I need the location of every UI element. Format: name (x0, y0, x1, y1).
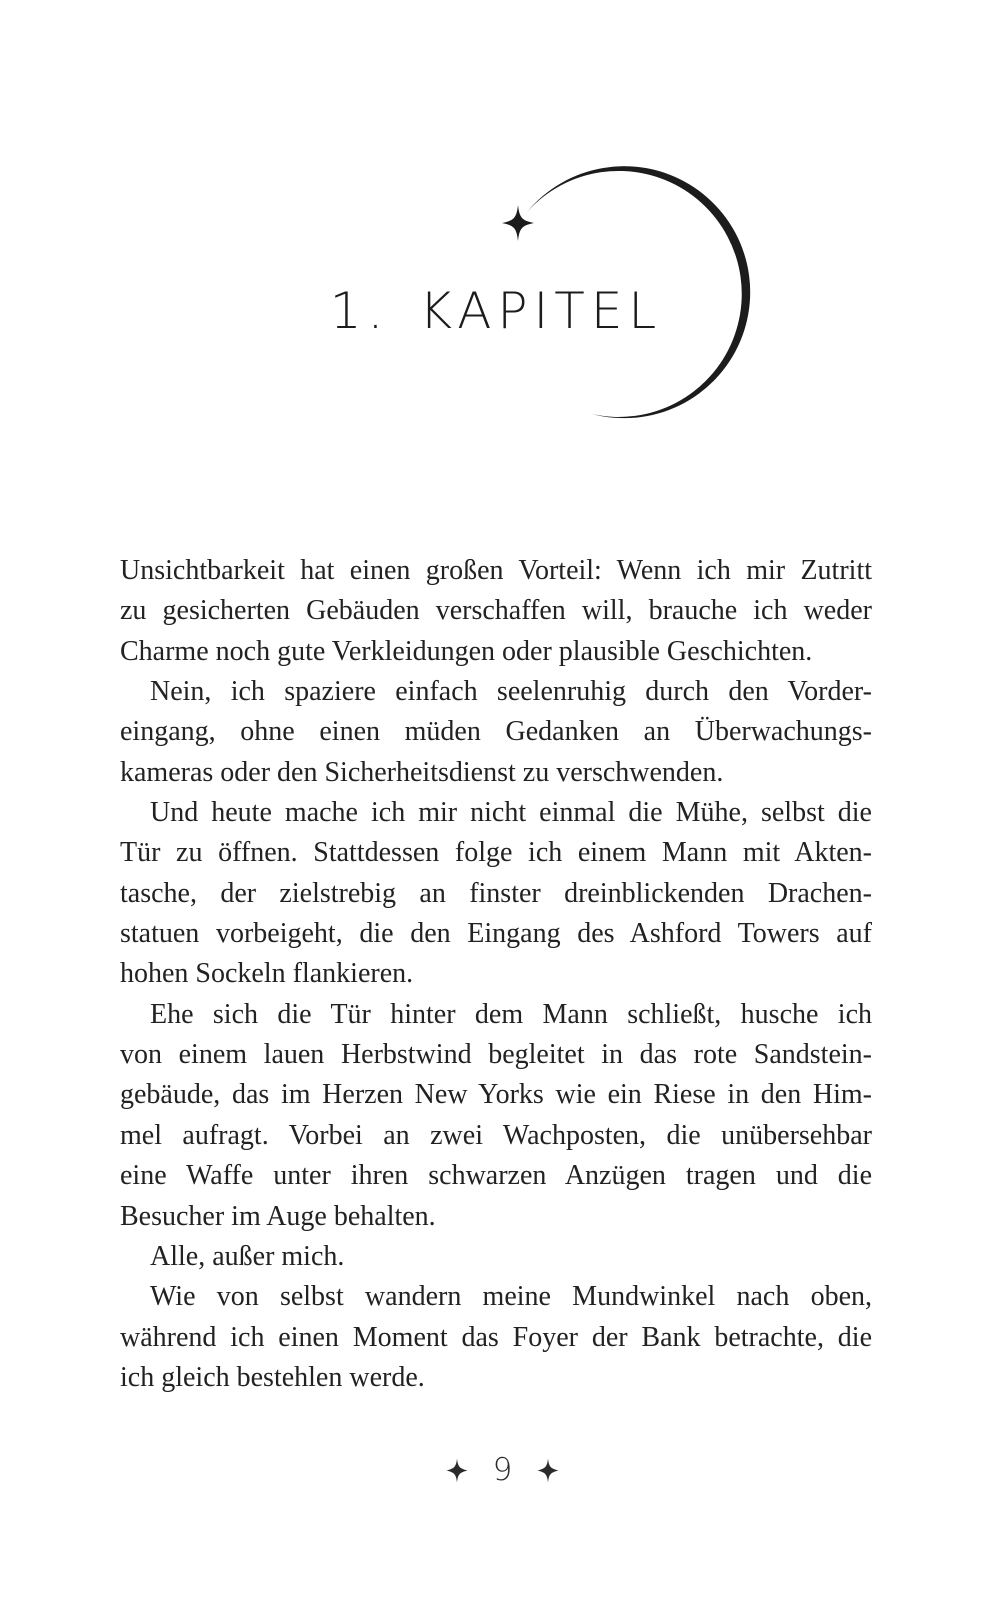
paragraph (120, 995, 872, 1237)
sparkle-icon (502, 205, 534, 241)
text-line: Ehe sich die Tür hinter dem Mann schließt, husche ich (150, 998, 872, 1030)
text-line: Tür zu öffnen. Stattdessen folge ich einem Mann mit Akten- (120, 837, 872, 869)
text-line: gebäude, das im Herzen New Yorks wie ein Riese in den Him- (120, 1079, 872, 1111)
paragraph (120, 1277, 872, 1398)
sparkle-icon (445, 1457, 469, 1484)
page-number: 9 (492, 1451, 513, 1488)
page-footer (0, 1448, 1005, 1492)
paragraph (120, 1237, 872, 1277)
paragraph (120, 551, 872, 672)
text-line: von einem lauen Herbstwind begleitet in das rote Sandstein- (120, 1039, 872, 1071)
text-line: Nein, ich spaziere einfach seelenruhig durch den Vorder- (150, 676, 872, 708)
text-line: statuen vorbeigeht, die den Eingang des Ashford Towers auf (120, 918, 872, 950)
text-line: kameras oder den Sicherheitsdienst zu verschwenden. (120, 756, 724, 788)
chapter-title: 1. KAPITEL (329, 282, 663, 340)
text-line: Und heute mache ich mir nicht einmal die Mühe, selbst die (150, 797, 872, 829)
text-line: hohen Sockeln flankieren. (120, 958, 414, 990)
text-line: während ich einen Moment das Foyer der Bank betrachte, die (120, 1321, 872, 1353)
paragraph (120, 793, 872, 995)
text-line: Besucher im Auge behalten. (120, 1200, 436, 1232)
text-line: mel aufragt. Vorbei an zwei Wachposten, die unübersehbar (120, 1119, 872, 1151)
sparkle-icon (536, 1457, 560, 1484)
text-line: zu gesicherten Gebäuden verschaffen will, brauche ich weder (120, 595, 872, 627)
text-line: Unsichtbarkeit hat einen großen Vorteil: Wenn ich mir Zutritt (120, 555, 872, 586)
text-line: ich gleich bestehlen werde. (120, 1361, 425, 1393)
text-line: Alle, außer mich. (150, 1240, 345, 1272)
text-line: Wie von selbst wandern meine Mundwinkel nach oben, (150, 1281, 872, 1313)
text-line: eingang, ohne einen müden Gedanken an Überwachungs- (120, 716, 872, 748)
body-text (120, 551, 872, 1398)
text-line: eine Waffe unter ihren schwarzen Anzügen tragen und die (120, 1160, 872, 1192)
paragraph (120, 672, 872, 793)
text-line: tasche, der zielstrebig an finster dreinblickenden Drachen- (120, 877, 872, 909)
text-line: Charme noch gute Verkleidungen oder plausible Geschichten. (120, 635, 813, 667)
